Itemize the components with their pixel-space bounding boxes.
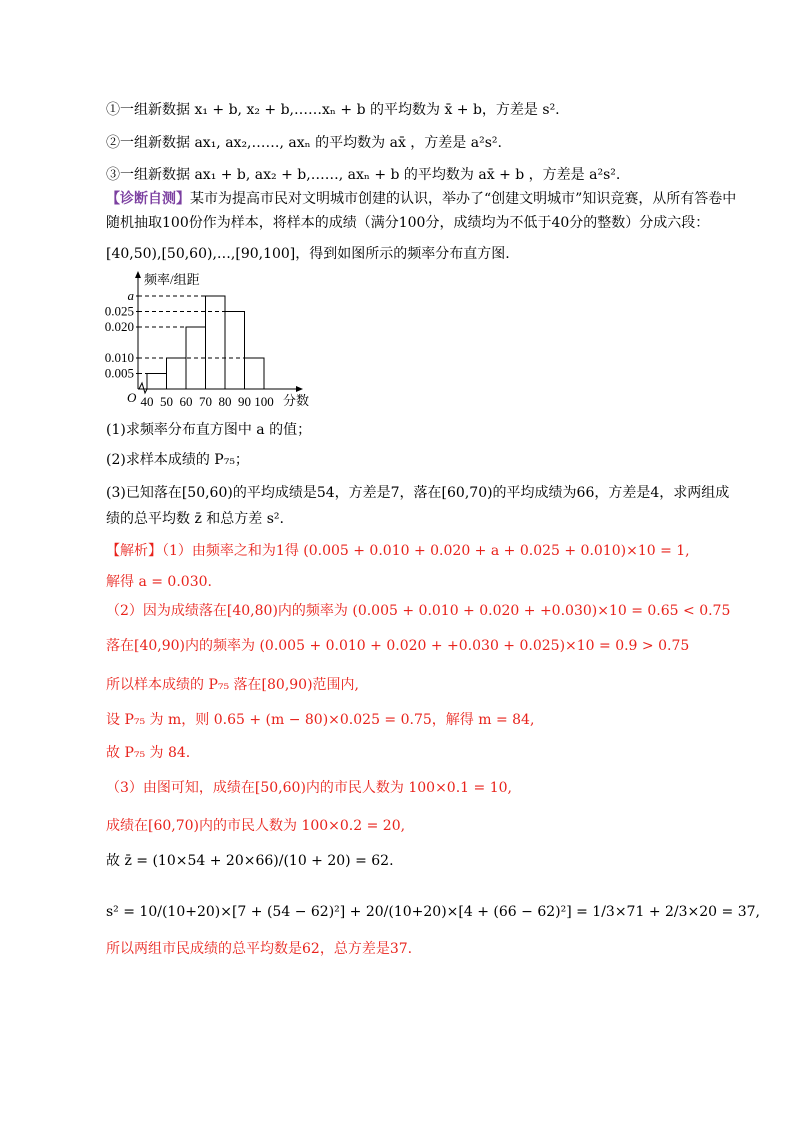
solution-step-3: （2）因为成绩落在[40,80)内的频率为 (0.005 + 0.010 + 0.020 + +0.030)×10 = 0.65 < 0.75 xyxy=(106,603,731,619)
solution-step-7: 故 P₇₅ 为 84. xyxy=(106,745,191,761)
frequency-histogram xyxy=(100,268,330,416)
histogram-bar xyxy=(147,374,167,390)
x-tick-label: 70 xyxy=(199,394,212,409)
y-axis-label: 频率/组距 xyxy=(144,272,200,287)
problem-tag: 【诊断自测】 xyxy=(106,191,190,207)
x-tick-label: 100 xyxy=(254,394,274,409)
y-tick-label: a xyxy=(127,288,134,303)
solution-step-10: 故 z̄ = (10×54 + 20×66)/(10 + 20) = 62. xyxy=(106,853,394,869)
solution-step-5: 所以样本成绩的 P₇₅ 落在[80,90)范围内, xyxy=(106,677,359,693)
solution-step-4: 落在[40,90)内的频率为 (0.005 + 0.010 + 0.020 + +0.030 + 0.025)×10 = 0.9 > 0.75 xyxy=(106,638,690,654)
problem-text-3: [40,50),[50,60),…,[90,100]，得到如图所示的频率分布直方图. xyxy=(106,246,510,262)
y-tick-label: 0.020 xyxy=(104,319,134,334)
question-1: (1)求频率分布直方图中 a 的值； xyxy=(106,422,312,438)
solution-line-1 xyxy=(106,541,690,561)
x-tick-label: 90 xyxy=(238,394,251,409)
solution-step-12: 所以两组市民成绩的总平均数是62，总方差是37. xyxy=(106,941,413,957)
histogram-bar xyxy=(206,296,226,389)
question-3b: 绩的总平均数 z̄ 和总方差 s². xyxy=(106,511,284,527)
formula-line-3: ③一组新数据 ax₁ + b, ax₂ + b,……, axₙ + b 的平均数为 ax̄ + b ，方差是 a²s². xyxy=(106,167,621,183)
solution-step-11: s² = 10/(10+20)×[7 + (54 − 62)²] + 20/(10+20)×[4 + (66 − 62)²] = 1/3×71 + 2/3×20 = 37, xyxy=(106,904,760,920)
problem-first-line xyxy=(106,189,736,209)
histogram-bar xyxy=(167,358,187,389)
y-axis-arrow xyxy=(135,271,141,278)
y-tick-label: 0.010 xyxy=(104,350,134,365)
y-tick-label: 0.025 xyxy=(104,303,134,319)
solution-step-8: （3）由图可知，成绩在[50,60)内的市民人数为 100×0.1 = 10, xyxy=(106,780,512,796)
y-tick-label: 0.005 xyxy=(104,365,134,381)
histogram-bar xyxy=(225,312,245,390)
x-axis-arrow xyxy=(296,386,303,392)
solution-step-9: 成绩在[60,70)内的市民人数为 100×0.2 = 20, xyxy=(106,818,406,834)
question-3a: (3)已知落在[50,60)的平均成绩是54，方差是7，落在[60,70)的平均成绩为66，方差是4，求两组成 xyxy=(106,485,730,501)
x-axis-label: 分数 xyxy=(283,393,310,408)
solution-step-2: 解得 a = 0.030. xyxy=(106,574,212,590)
solution-step-1: （1）由频率之和为1得 (0.005 + 0.010 + 0.020 + a + 0.025 + 0.010)×10 = 1, xyxy=(162,543,690,559)
histogram-bar xyxy=(245,358,265,389)
problem-text-1: 某市为提高市民对文明城市创建的认识，举办了“创建文明城市”知识竞赛，从所有答卷中 xyxy=(190,191,737,207)
problem-text-2: 随机抽取100份作为样本，将样本的成绩（满分100分，成绩均为不低于40分的整数）分成六段： xyxy=(106,215,710,231)
x-tick-label: 50 xyxy=(160,394,173,409)
solution-tag: 【解析】 xyxy=(106,543,162,559)
question-2: (2)求样本成绩的 P₇₅； xyxy=(106,452,249,468)
formula-line-1: ①一组新数据 x₁ + b, x₂ + b,……xₙ + b 的平均数为 x̄ + b，方差是 s². xyxy=(106,102,560,118)
x-tick-label: 40 xyxy=(140,394,154,409)
x-tick-label: 80 xyxy=(218,394,232,409)
formula-line-2: ②一组新数据 ax₁, ax₂,……, axₙ 的平均数为 ax̄ ，方差是 a²s². xyxy=(106,135,502,151)
x-tick-label: 60 xyxy=(179,394,193,409)
origin-label: O xyxy=(127,390,137,405)
solution-step-6: 设 P₇₅ 为 m，则 0.65 + (m − 80)×0.025 = 0.75，解得 m = 84, xyxy=(106,712,535,728)
